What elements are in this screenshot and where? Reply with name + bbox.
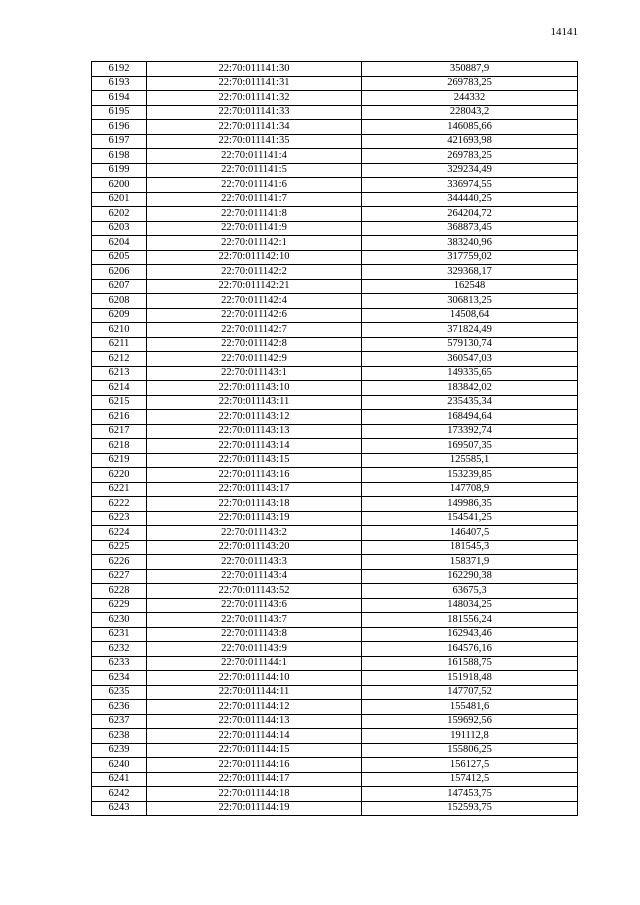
table-row: [92, 671, 578, 686]
row-number-cell: 6198: [92, 149, 147, 164]
cadastral-number-cell: 22:70:011141:9: [147, 221, 362, 236]
cadastral-value-cell: 344440,25: [362, 192, 578, 207]
row-number-cell: 6222: [92, 497, 147, 512]
table-row: [92, 250, 578, 265]
table-body: [92, 62, 578, 816]
cadastral-value-cell: 181545,3: [362, 540, 578, 555]
cadastral-value-cell: 159692,56: [362, 714, 578, 729]
cadastral-value-cell: 228043,2: [362, 105, 578, 120]
cadastral-value-cell: 161588,75: [362, 656, 578, 671]
table-row: [92, 120, 578, 135]
cadastral-number-cell: 22:70:011144:1: [147, 656, 362, 671]
table-row: [92, 714, 578, 729]
cadastral-number-cell: 22:70:011144:12: [147, 700, 362, 715]
cadastral-number-cell: 22:70:011141:31: [147, 76, 362, 91]
row-number-cell: 6201: [92, 192, 147, 207]
row-number-cell: 6231: [92, 627, 147, 642]
cadastral-value-cell: 164576,16: [362, 642, 578, 657]
row-number-cell: 6211: [92, 337, 147, 352]
row-number-cell: 6221: [92, 482, 147, 497]
row-number-cell: 6234: [92, 671, 147, 686]
row-number-cell: 6210: [92, 323, 147, 338]
cadastral-number-cell: 22:70:011142:8: [147, 337, 362, 352]
table-row: [92, 308, 578, 323]
cadastral-number-cell: 22:70:011144:18: [147, 787, 362, 802]
table-row: [92, 178, 578, 193]
table-row: [92, 497, 578, 512]
cadastral-number-cell: 22:70:011143:1: [147, 366, 362, 381]
cadastral-value-cell: 383240,96: [362, 236, 578, 251]
table-row: [92, 323, 578, 338]
table-row: [92, 395, 578, 410]
table-row: [92, 439, 578, 454]
cadastral-number-cell: 22:70:011141:4: [147, 149, 362, 164]
cadastral-value-cell: 146407,5: [362, 526, 578, 541]
table-row: [92, 149, 578, 164]
cadastral-value-cell: 350887,9: [362, 62, 578, 77]
row-number-cell: 6238: [92, 729, 147, 744]
cadastral-value-cell: 168494,64: [362, 410, 578, 425]
row-number-cell: 6240: [92, 758, 147, 773]
cadastral-value-cell: 264204,72: [362, 207, 578, 222]
table-row: [92, 758, 578, 773]
cadastral-number-cell: 22:70:011144:16: [147, 758, 362, 773]
row-number-cell: 6204: [92, 236, 147, 251]
cadastral-number-cell: 22:70:011141:35: [147, 134, 362, 149]
table-row: [92, 279, 578, 294]
table-row: [92, 366, 578, 381]
cadastral-number-cell: 22:70:011143:9: [147, 642, 362, 657]
cadastral-value-cell: 147453,75: [362, 787, 578, 802]
cadastral-value-cell: 147708,9: [362, 482, 578, 497]
cadastral-value-cell: 191112,8: [362, 729, 578, 744]
cadastral-number-cell: 22:70:011142:7: [147, 323, 362, 338]
cadastral-value-cell: 244332: [362, 91, 578, 106]
cadastral-number-cell: 22:70:011142:10: [147, 250, 362, 265]
cadastral-value-cell: 306813,25: [362, 294, 578, 309]
row-number-cell: 6196: [92, 120, 147, 135]
cadastral-number-cell: 22:70:011142:6: [147, 308, 362, 323]
row-number-cell: 6202: [92, 207, 147, 222]
table-row: [92, 221, 578, 236]
row-number-cell: 6217: [92, 424, 147, 439]
row-number-cell: 6228: [92, 584, 147, 599]
cadastral-value-cell: 14508,64: [362, 308, 578, 323]
row-number-cell: 6192: [92, 62, 147, 77]
table-row: [92, 337, 578, 352]
row-number-cell: 6227: [92, 569, 147, 584]
table-row: [92, 105, 578, 120]
cadastral-number-cell: 22:70:011144:13: [147, 714, 362, 729]
cadastral-value-cell: 162548: [362, 279, 578, 294]
cadastral-number-cell: 22:70:011143:15: [147, 453, 362, 468]
cadastral-number-cell: 22:70:011143:14: [147, 439, 362, 454]
table-row: [92, 381, 578, 396]
cadastral-value-cell: 158371,9: [362, 555, 578, 570]
cadastral-value-cell: 149335,65: [362, 366, 578, 381]
table-row: [92, 192, 578, 207]
row-number-cell: 6232: [92, 642, 147, 657]
cadastral-value-cell: 235435,34: [362, 395, 578, 410]
cadastral-value-cell: 162943,46: [362, 627, 578, 642]
table-row: [92, 468, 578, 483]
row-number-cell: 6216: [92, 410, 147, 425]
cadastral-value-cell: 329234,49: [362, 163, 578, 178]
row-number-cell: 6237: [92, 714, 147, 729]
cadastral-value-cell: 269783,25: [362, 76, 578, 91]
cadastral-value-cell: 147707,52: [362, 685, 578, 700]
table-row: [92, 540, 578, 555]
cadastral-number-cell: 22:70:011141:30: [147, 62, 362, 77]
row-number-cell: 6195: [92, 105, 147, 120]
cadastral-number-cell: 22:70:011143:7: [147, 613, 362, 628]
cadastral-value-cell: 125585,1: [362, 453, 578, 468]
row-number-cell: 6200: [92, 178, 147, 193]
row-number-cell: 6212: [92, 352, 147, 367]
cadastral-value-cell: 269783,25: [362, 149, 578, 164]
table-row: [92, 555, 578, 570]
row-number-cell: 6233: [92, 656, 147, 671]
row-number-cell: 6220: [92, 468, 147, 483]
table-row: [92, 526, 578, 541]
row-number-cell: 6243: [92, 801, 147, 816]
row-number-cell: 6225: [92, 540, 147, 555]
cadastral-value-table: [91, 61, 578, 816]
cadastral-value-cell: 153239,85: [362, 468, 578, 483]
table-row: [92, 265, 578, 280]
cadastral-number-cell: 22:70:011143:10: [147, 381, 362, 396]
cadastral-value-cell: 173392,74: [362, 424, 578, 439]
row-number-cell: 6214: [92, 381, 147, 396]
page-number: 14141: [550, 26, 578, 38]
row-number-cell: 6242: [92, 787, 147, 802]
table-row: [92, 76, 578, 91]
cadastral-value-cell: 146085,66: [362, 120, 578, 135]
cadastral-number-cell: 22:70:011143:17: [147, 482, 362, 497]
cadastral-number-cell: 22:70:011141:7: [147, 192, 362, 207]
row-number-cell: 6219: [92, 453, 147, 468]
cadastral-value-cell: 371824,49: [362, 323, 578, 338]
cadastral-number-cell: 22:70:011143:3: [147, 555, 362, 570]
table-row: [92, 729, 578, 744]
cadastral-number-cell: 22:70:011143:19: [147, 511, 362, 526]
cadastral-value-cell: 329368,17: [362, 265, 578, 280]
cadastral-number-cell: 22:70:011141:32: [147, 91, 362, 106]
table-row: [92, 598, 578, 613]
cadastral-number-cell: 22:70:011144:19: [147, 801, 362, 816]
cadastral-value-cell: 155806,25: [362, 743, 578, 758]
table-row: [92, 642, 578, 657]
cadastral-number-cell: 22:70:011142:2: [147, 265, 362, 280]
table-row: [92, 627, 578, 642]
table-row: [92, 424, 578, 439]
table-row: [92, 91, 578, 106]
row-number-cell: 6205: [92, 250, 147, 265]
row-number-cell: 6230: [92, 613, 147, 628]
table-row: [92, 743, 578, 758]
row-number-cell: 6224: [92, 526, 147, 541]
cadastral-number-cell: 22:70:011144:14: [147, 729, 362, 744]
cadastral-value-cell: 368873,45: [362, 221, 578, 236]
cadastral-value-cell: 155481,6: [362, 700, 578, 715]
row-number-cell: 6213: [92, 366, 147, 381]
cadastral-number-cell: 22:70:011142:9: [147, 352, 362, 367]
row-number-cell: 6241: [92, 772, 147, 787]
cadastral-number-cell: 22:70:011144:15: [147, 743, 362, 758]
cadastral-value-cell: 579130,74: [362, 337, 578, 352]
table-row: [92, 656, 578, 671]
cadastral-value-cell: 360547,03: [362, 352, 578, 367]
table-row: [92, 700, 578, 715]
cadastral-value-cell: 152593,75: [362, 801, 578, 816]
cadastral-value-cell: 181556,24: [362, 613, 578, 628]
row-number-cell: 6223: [92, 511, 147, 526]
row-number-cell: 6193: [92, 76, 147, 91]
cadastral-number-cell: 22:70:011143:11: [147, 395, 362, 410]
cadastral-number-cell: 22:70:011143:6: [147, 598, 362, 613]
cadastral-value-cell: 317759,02: [362, 250, 578, 265]
table-row: [92, 787, 578, 802]
row-number-cell: 6229: [92, 598, 147, 613]
row-number-cell: 6236: [92, 700, 147, 715]
table-row: [92, 569, 578, 584]
table-row: [92, 410, 578, 425]
table-row: [92, 134, 578, 149]
row-number-cell: 6239: [92, 743, 147, 758]
cadastral-number-cell: 22:70:011143:20: [147, 540, 362, 555]
cadastral-value-cell: 149986,35: [362, 497, 578, 512]
cadastral-value-cell: 154541,25: [362, 511, 578, 526]
cadastral-value-cell: 162290,38: [362, 569, 578, 584]
table-row: [92, 62, 578, 77]
table-row: [92, 482, 578, 497]
cadastral-number-cell: 22:70:011144:17: [147, 772, 362, 787]
cadastral-value-cell: 183842,02: [362, 381, 578, 396]
cadastral-number-cell: 22:70:011143:52: [147, 584, 362, 599]
row-number-cell: 6206: [92, 265, 147, 280]
cadastral-number-cell: 22:70:011141:6: [147, 178, 362, 193]
row-number-cell: 6215: [92, 395, 147, 410]
cadastral-number-cell: 22:70:011142:21: [147, 279, 362, 294]
table-row: [92, 685, 578, 700]
cadastral-number-cell: 22:70:011142:4: [147, 294, 362, 309]
cadastral-number-cell: 22:70:011143:8: [147, 627, 362, 642]
cadastral-number-cell: 22:70:011144:11: [147, 685, 362, 700]
table-row: [92, 163, 578, 178]
row-number-cell: 6226: [92, 555, 147, 570]
cadastral-value-cell: 156127,5: [362, 758, 578, 773]
table-row: [92, 613, 578, 628]
cadastral-number-cell: 22:70:011143:4: [147, 569, 362, 584]
cadastral-value-cell: 169507,35: [362, 439, 578, 454]
cadastral-number-cell: 22:70:011142:1: [147, 236, 362, 251]
row-number-cell: 6199: [92, 163, 147, 178]
table-row: [92, 207, 578, 222]
cadastral-value-cell: 63675,3: [362, 584, 578, 599]
row-number-cell: 6207: [92, 279, 147, 294]
cadastral-number-cell: 22:70:011143:16: [147, 468, 362, 483]
cadastral-value-cell: 157412,5: [362, 772, 578, 787]
table-row: [92, 453, 578, 468]
table-row: [92, 511, 578, 526]
row-number-cell: 6208: [92, 294, 147, 309]
row-number-cell: 6194: [92, 91, 147, 106]
cadastral-number-cell: 22:70:011141:33: [147, 105, 362, 120]
cadastral-number-cell: 22:70:011141:8: [147, 207, 362, 222]
table-row: [92, 772, 578, 787]
cadastral-number-cell: 22:70:011143:12: [147, 410, 362, 425]
cadastral-number-cell: 22:70:011143:2: [147, 526, 362, 541]
row-number-cell: 6218: [92, 439, 147, 454]
row-number-cell: 6197: [92, 134, 147, 149]
table-row: [92, 352, 578, 367]
row-number-cell: 6209: [92, 308, 147, 323]
table-row: [92, 236, 578, 251]
cadastral-value-cell: 148034,25: [362, 598, 578, 613]
cadastral-value-cell: 151918,48: [362, 671, 578, 686]
row-number-cell: 6203: [92, 221, 147, 236]
row-number-cell: 6235: [92, 685, 147, 700]
cadastral-value-cell: 336974,55: [362, 178, 578, 193]
cadastral-number-cell: 22:70:011141:5: [147, 163, 362, 178]
table-row: [92, 801, 578, 816]
cadastral-number-cell: 22:70:011143:13: [147, 424, 362, 439]
cadastral-number-cell: 22:70:011141:34: [147, 120, 362, 135]
cadastral-value-cell: 421693,98: [362, 134, 578, 149]
cadastral-number-cell: 22:70:011144:10: [147, 671, 362, 686]
cadastral-number-cell: 22:70:011143:18: [147, 497, 362, 512]
table-row: [92, 584, 578, 599]
table-row: [92, 294, 578, 309]
